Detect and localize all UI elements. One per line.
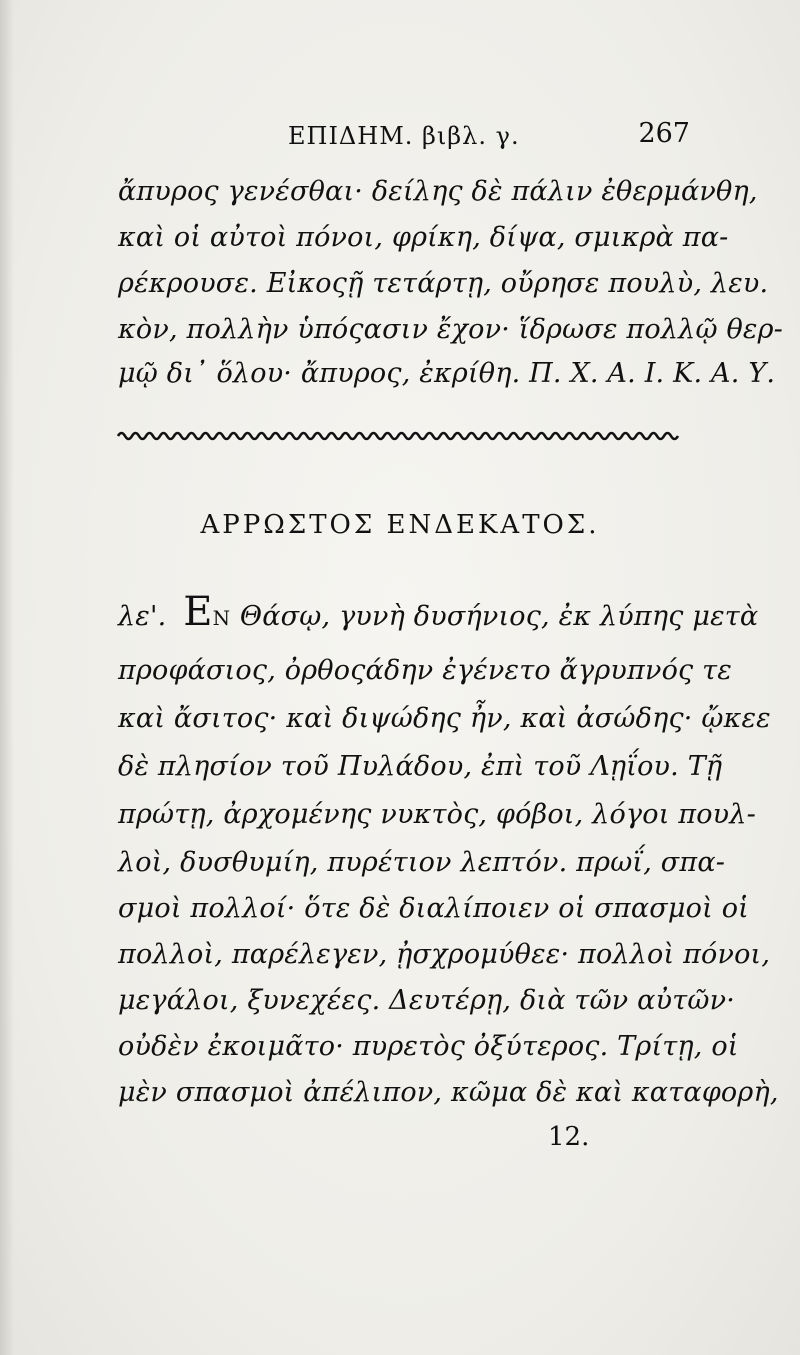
text-line: προφάσιος, ὀρθοςάδην ἐγένετο ἄγρυπνός τε — [118, 655, 732, 686]
text-line: καὶ ἄσιτος· καὶ διψώδης ἦν, καὶ ἀσώδης· ᾤκεε — [118, 703, 771, 734]
text-line: μεγάλοι, ξυνεχέες. Δευτέρῃ, διὰ τῶν αὐτῶν· — [118, 985, 735, 1016]
section-title: ΑΡΡΩΣΤΟΣ ΕΝΔΕΚΑΤΟΣ. — [200, 510, 600, 540]
case-first-line — [118, 589, 759, 635]
text-line: ἄπυρος γενέσθαι· δείλης δὲ πάλιν ἐθερμάνθη, — [118, 176, 758, 207]
text-line: πρώτῃ, ἀρχομένης νυκτὸς, φόβοι, λόγοι πουλ- — [118, 799, 756, 830]
text-line: ρέκρουσε. Εἰκοςῇ τετάρτῃ, οὔρησε πουλὺ, λευ. — [118, 268, 769, 299]
first-line-text: Θάσῳ, γυνὴ δυσήνιος, ἐκ λύπης μετὰ — [231, 601, 759, 632]
running-title: ΕΠΙΔΗΜ. βιβλ. γ. — [288, 122, 520, 150]
page-number: 267 — [638, 118, 690, 149]
text-line: μὲν σπασμοὶ ἀπέλιπον, κῶμα δὲ καὶ καταφορὴ, — [118, 1077, 779, 1108]
page-edge-shadow — [0, 0, 14, 1355]
text-line: κὸν, πολλὴν ὑπόςασιν ἔχον· ἵδρωσε πολλῷ θερ- — [118, 314, 784, 345]
text-line: πολλοὶ, παρέλεγεν, ᾐσχρομύθεε· πολλοὶ πόνοι, — [118, 939, 771, 970]
text-line: μῷ δι᾽ ὅλου· ἄπυρος, ἐκρίθη. Π. Χ. Α. Ι. Κ. Α. Υ. — [118, 358, 776, 389]
text-line: σμοὶ πολλοί· ὅτε δὲ διαλίποιεν οἱ σπασμοὶ οἱ — [118, 893, 749, 924]
text-line: καὶ οἱ αὐτοὶ πόνοι, φρίκη, δίψα, σμικρὰ πα- — [118, 222, 729, 253]
running-head — [120, 118, 690, 158]
text-line: λοὶ, δυσθυμίη, πυρέτιον λεπτόν. πρωΐ, σπα- — [118, 847, 726, 878]
drop-capital: Ε — [183, 589, 213, 635]
signature-mark: 12. — [548, 1122, 590, 1152]
wavy-rule-line — [118, 433, 678, 439]
text-line: οὐδὲν ἐκοιμᾶτο· πυρετὸς ὀξύτερος. Τρίτῃ, οἱ — [118, 1031, 739, 1062]
case-number: λε'. — [118, 601, 167, 632]
text-line: δὲ πλησίον τοῦ Πυλάδου, ἐπὶ τοῦ Λῃΐου. Τῇ — [118, 751, 723, 782]
ornamental-rule — [118, 428, 684, 444]
small-capital: Ν — [212, 606, 232, 630]
